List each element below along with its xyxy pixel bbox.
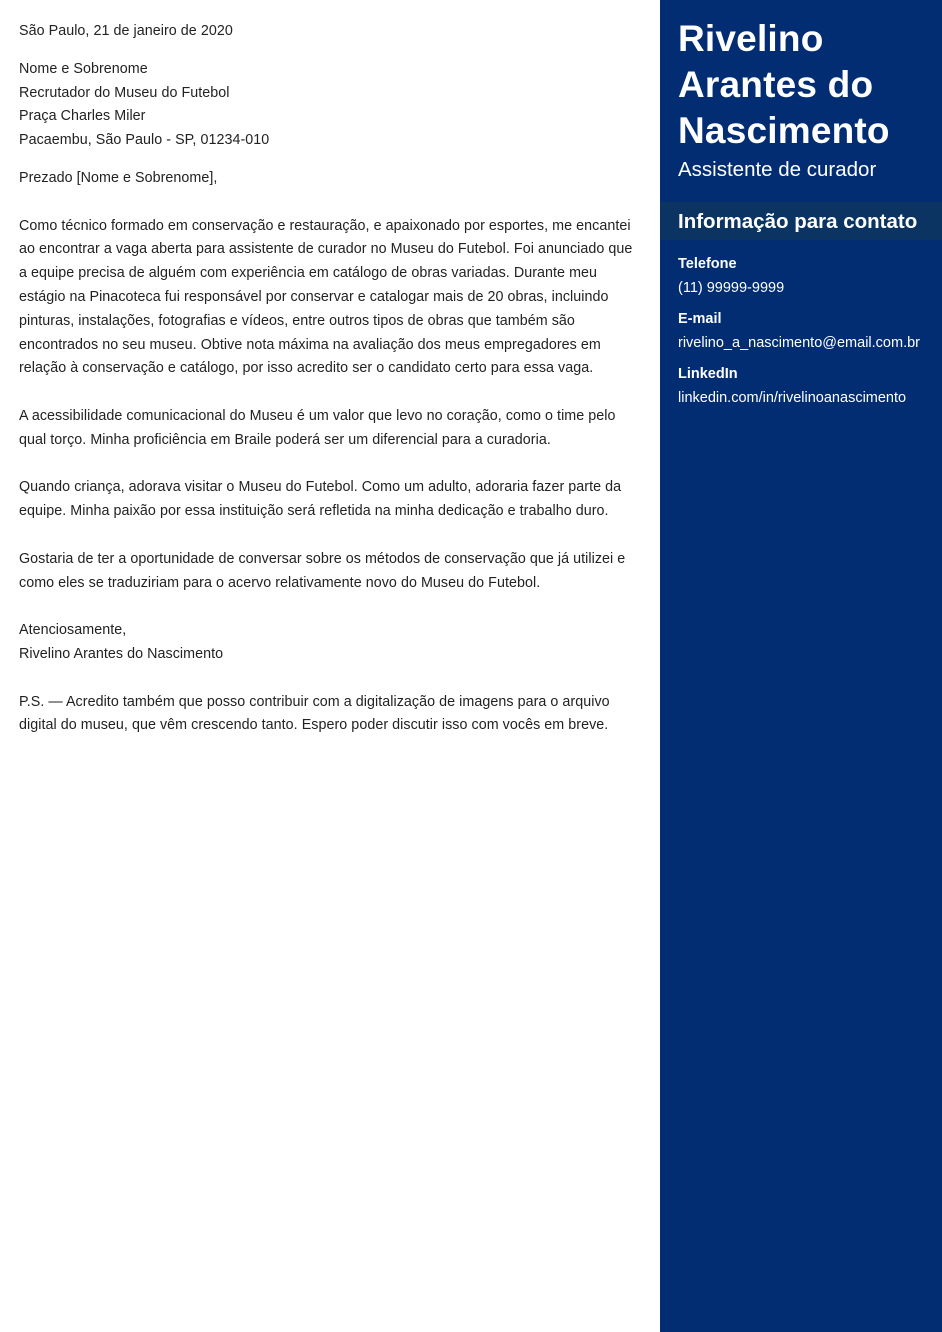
recipient-title: Recrutador do Museu do Futebol bbox=[19, 84, 230, 101]
contact-phone bbox=[678, 252, 940, 300]
contact-label: E-mail bbox=[678, 311, 722, 327]
letter-date: São Paulo, 21 de janeiro de 2020 bbox=[19, 23, 233, 39]
letter-signature: Rivelino Arantes do Nascimento bbox=[19, 645, 224, 662]
contact-linkedin bbox=[678, 362, 940, 410]
letter-paragraph: Gostaria de ter a oportunidade de conversar sobre os métodos de conservação que já utilizei e como eles se traduziriam para o acervo relativamente novo do Museu do Futebol. bbox=[19, 550, 626, 591]
contact-label: LinkedIn bbox=[678, 366, 738, 382]
letter-greeting: Prezado [Nome e Sobrenome], bbox=[19, 169, 218, 186]
applicant-job-title: Assistente de curador bbox=[678, 158, 877, 181]
email-value[interactable]: rivelino_a_nascimento@email.com.br bbox=[678, 335, 920, 351]
contact-section-title: Informação para contato bbox=[678, 210, 918, 233]
linkedin-value[interactable]: linkedin.com/in/rivelinoanascimento bbox=[678, 390, 907, 406]
recipient-name: Nome e Sobrenome bbox=[19, 60, 148, 77]
recipient-street: Praça Charles Miler bbox=[19, 108, 146, 125]
recipient-address bbox=[19, 58, 644, 153]
phone-value: (11) 99999-9999 bbox=[678, 280, 785, 296]
contact-label: Telefone bbox=[678, 256, 737, 272]
contact-list bbox=[678, 252, 940, 417]
letter-body bbox=[19, 20, 644, 738]
recipient-city: Pacaembu, São Paulo - SP, 01234-010 bbox=[19, 132, 270, 149]
contact-section-header bbox=[660, 202, 942, 240]
applicant-name: Rivelino Arantes do Nascimento bbox=[678, 18, 890, 151]
sidebar bbox=[660, 0, 942, 1332]
letter-paragraph: A acessibilidade comunicacional do Museu é um valor que levo no coração, como o time pelo qual torço. Minha proficiência em Braile poderá ser um diferencial para a curadoria. bbox=[19, 407, 616, 448]
letter-paragraph: Quando criança, adorava visitar o Museu do Futebol. Como um adulto, adoraria fazer parte da equipe. Minha paixão por essa instituição será refletida na minha dedicação e trabalho duro. bbox=[19, 479, 622, 520]
contact-email bbox=[678, 307, 940, 355]
letter-paragraph: Como técnico formado em conservação e restauração, e apaixonado por esportes, me encantei ao encontrar a vaga aberta para assistente de curador no Museu do Futebol. Foi anunciado que a equipe precisa de alguém com experiência em catálogo de obras variadas. Durante meu estágio na Pinacoteca fui responsável por conservar e catalogar mais de 20 obras, incluindo pinturas, instalações, fotografias e vídeos, entre outros tipos de obras que também são encontrados no seu museu. Obtive nota máxima na avaliação dos meus empregadores em relação à conservação e catálogo, por isso acredito ser o candidato certo para essa vaga. bbox=[19, 217, 633, 377]
letter-postscript: P.S. — Acredito também que posso contribuir com a digitalização de imagens para o arquivo digital do museu, que vêm crescendo tanto. Espero poder discutir isso com vocês em breve. bbox=[19, 693, 610, 734]
letter-closing-block bbox=[19, 619, 644, 667]
letter-closing: Atenciosamente, bbox=[19, 622, 127, 639]
